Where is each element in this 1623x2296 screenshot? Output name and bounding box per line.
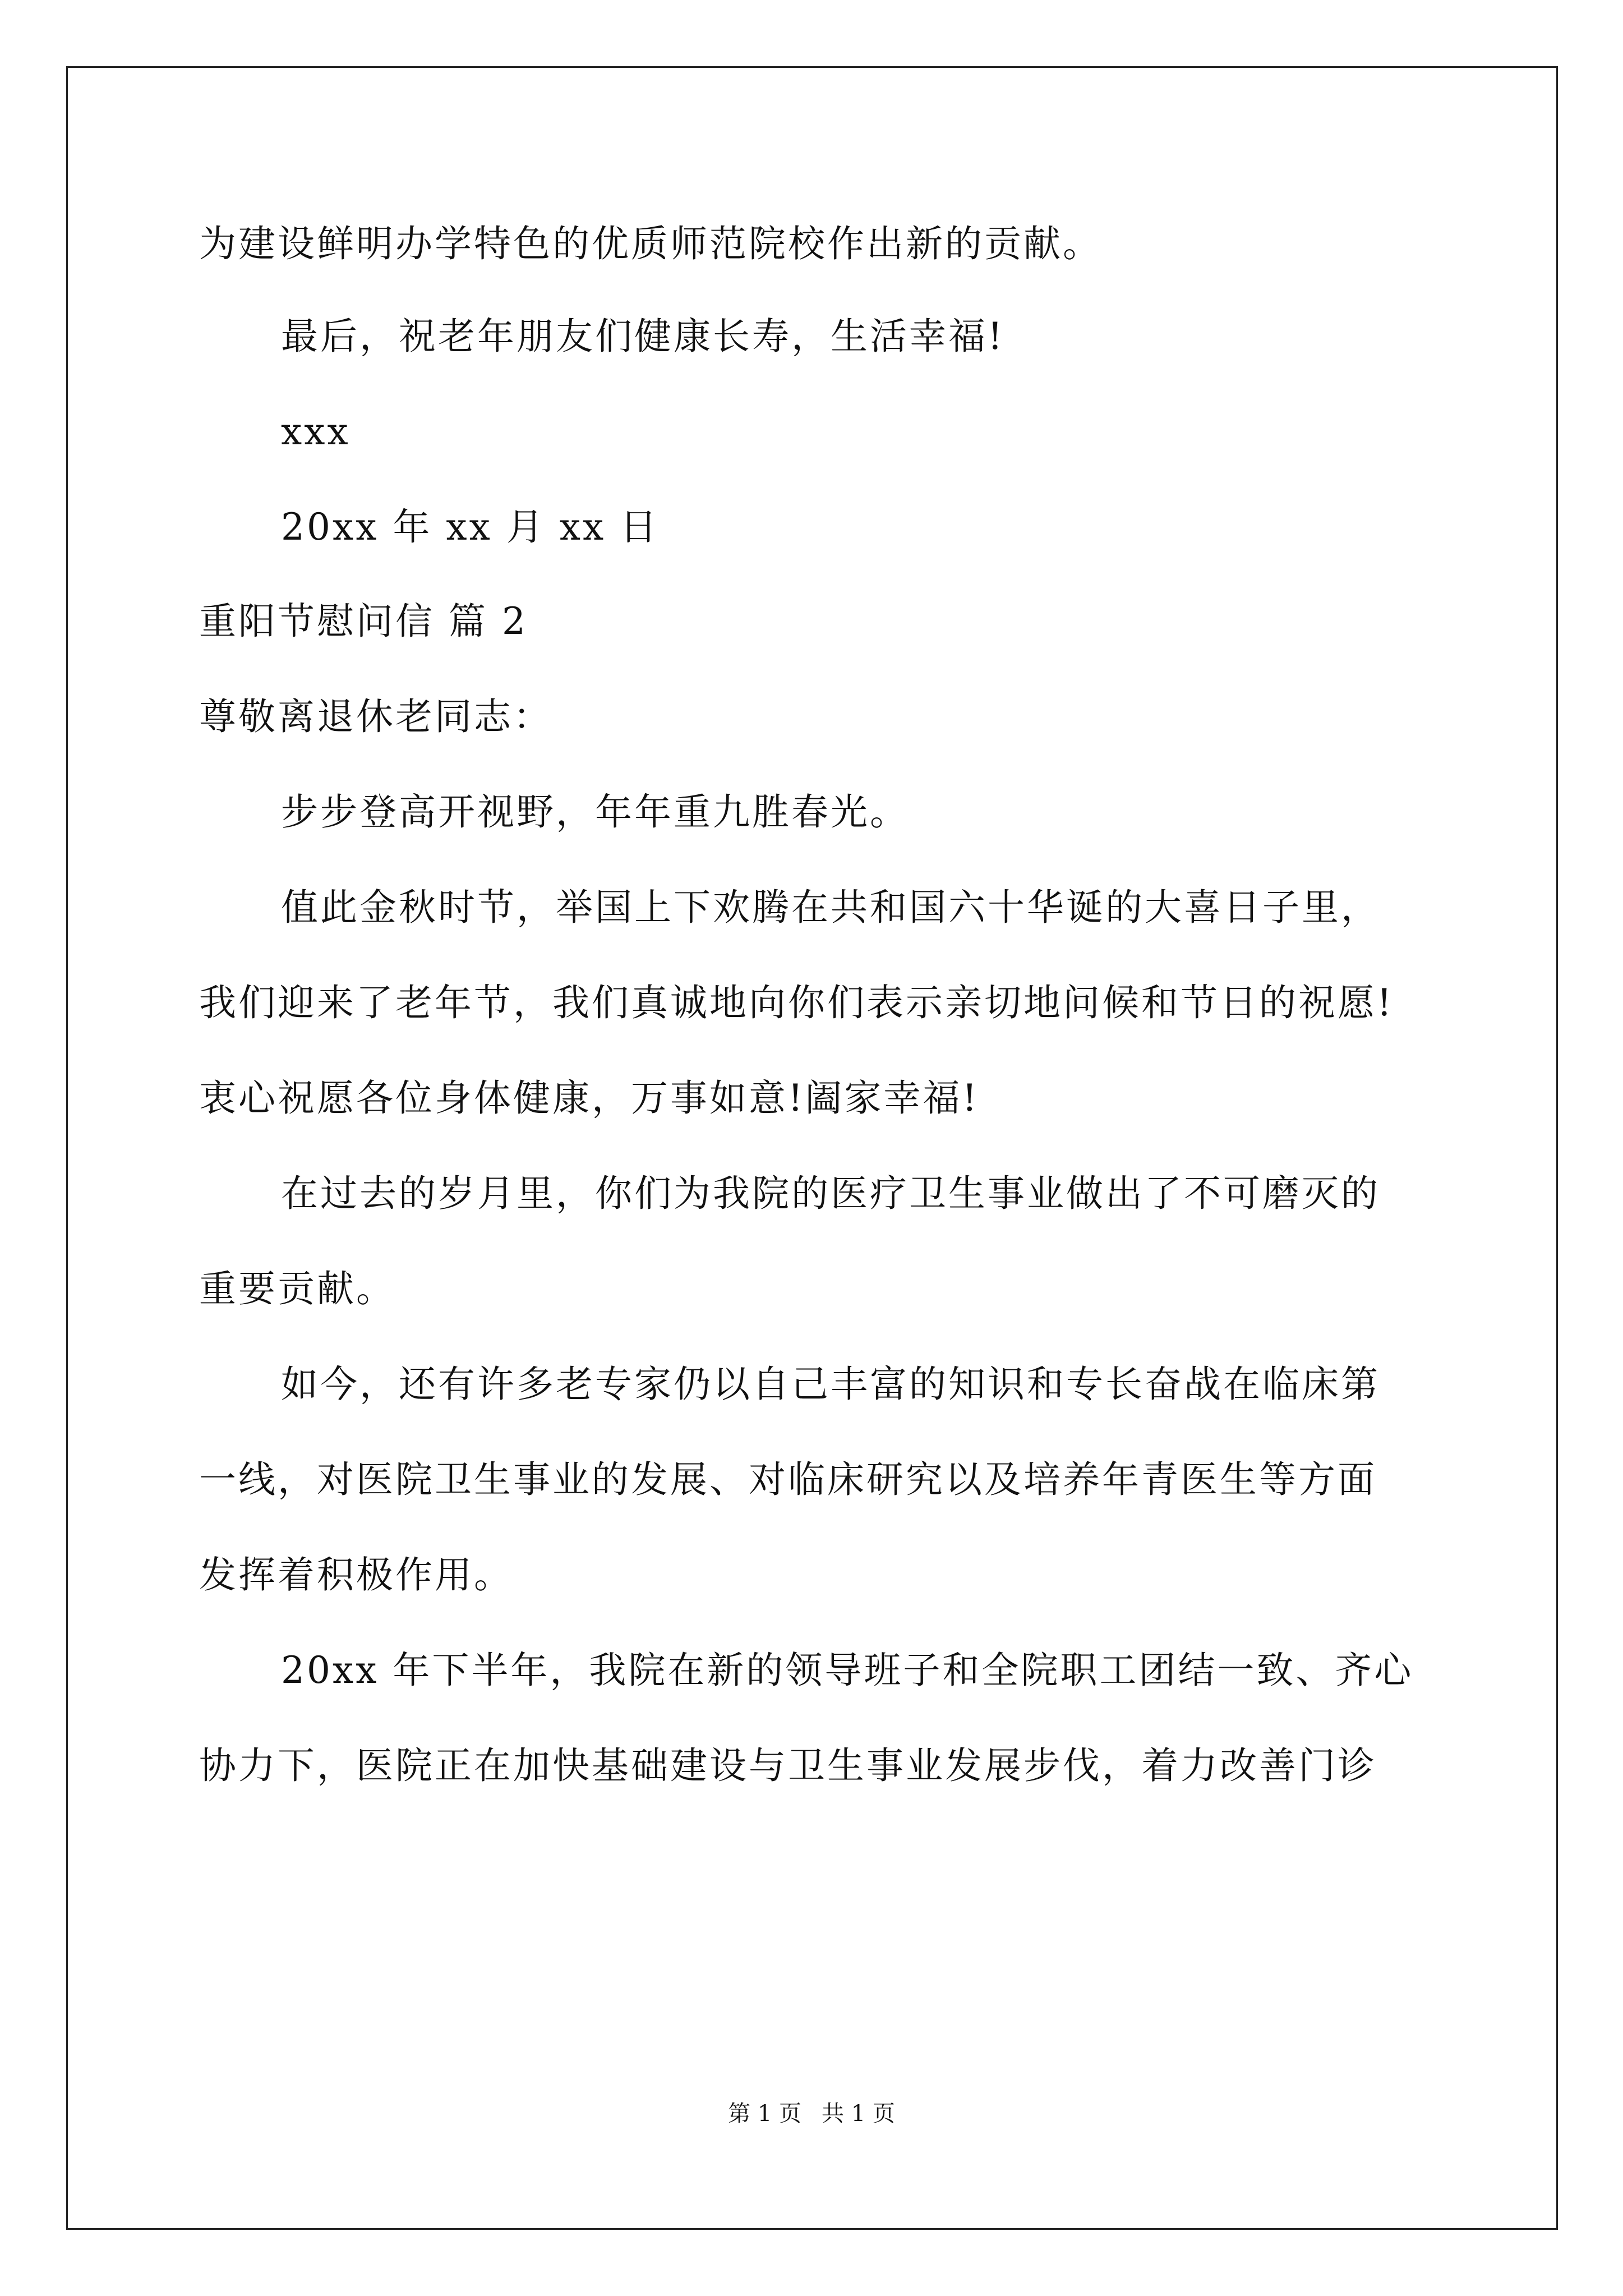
paragraph-line: 我们迎来了老年节，我们真诚地向你们表示亲切地问候和节日的祝愿!: [199, 981, 1394, 1024]
paragraph-line: 衷心祝愿各位身体健康，万事如意!阖家幸福!: [199, 1076, 980, 1120]
paragraph-line: 重要贡献。: [199, 1267, 395, 1310]
page-number-total: 共 1 页: [822, 2101, 895, 2127]
page-border: [66, 66, 1558, 2230]
paragraph-line: 一线，对医院卫生事业的发展、对临床研究以及培养年青医生等方面: [199, 1458, 1377, 1501]
paragraph-line: 20xx 年下半年，我院在新的领导班子和全院职工团结一致、齐心: [281, 1649, 1414, 1692]
salutation: 尊敬离退休老同志：: [199, 695, 552, 738]
paragraph-line: 在过去的岁月里，你们为我院的医疗卫生事业做出了不可磨灭的: [281, 1172, 1380, 1215]
page-number-current: 第 1 页: [728, 2101, 801, 2127]
page-footer: [0, 2097, 1623, 2131]
paragraph-line: 步步登高开视野，年年重九胜春光。: [281, 790, 909, 834]
paragraph-line: 如今，还有许多老专家仍以自己丰富的知识和专长奋战在临床第: [281, 1363, 1380, 1406]
paragraph-line: 发挥着积极作用。: [199, 1553, 513, 1596]
paragraph-line: 协力下，医院正在加快基础建设与卫生事业发展步伐，着力改善门诊: [199, 1744, 1377, 1787]
signature-date: 20xx 年 xx 月 xx 日: [281, 505, 660, 549]
paragraph-line: 为建设鲜明办学特色的优质师范院校作出新的贡献。: [199, 222, 1102, 265]
paragraph-line: 最后，祝老年朋友们健康长寿，生活幸福!: [281, 315, 1005, 358]
signature-name: xxx: [281, 410, 351, 453]
section-heading: 重阳节慰问信 篇 2: [199, 600, 528, 643]
paragraph-line: 值此金秋时节，举国上下欢腾在共和国六十华诞的大喜日子里，: [281, 886, 1380, 929]
